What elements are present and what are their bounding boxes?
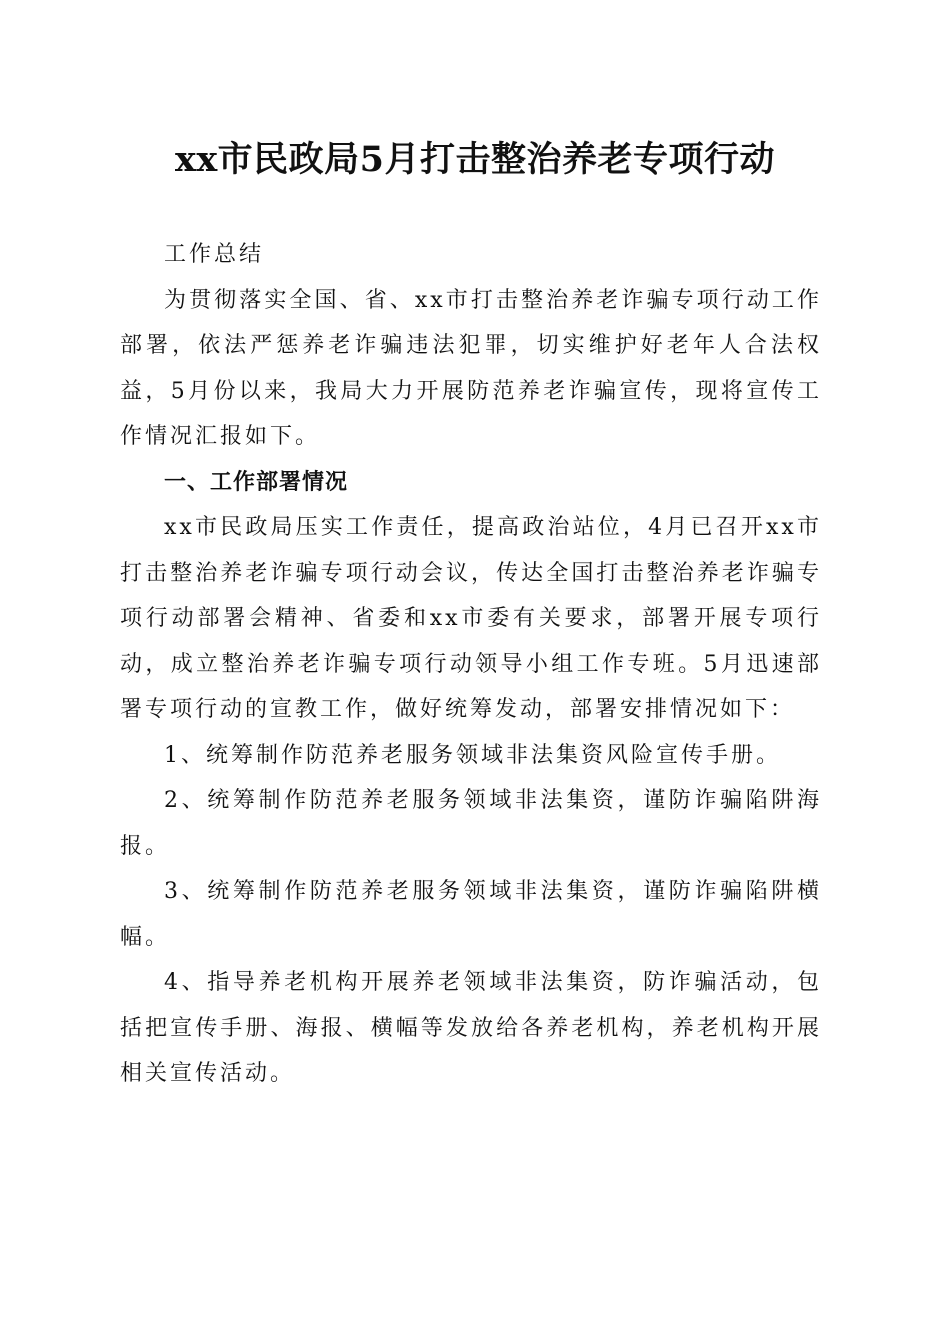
document-body [120, 232, 822, 1097]
list-item: 4、指导养老机构开展养老领域非法集资，防诈骗活动，包括把宣传手册、海报、横幅等发放给各养老机构，养老机构开展相关宣传活动。 [120, 970, 822, 1086]
document-title: xx市民政局5月打击整治养老专项行动 [174, 139, 776, 180]
section-heading: 一、工作部署情况 [164, 469, 349, 495]
intro-paragraph: 为贯彻落实全国、省、xx市打击整治养老诈骗专项行动工作部署，依法严惩养老诈骗违法犯罪，切实维护好老年人合法权益，5月份以来，我局大力开展防范养老诈骗宣传，现将宣传工作情况汇报如下。 [120, 287, 822, 449]
list-item: 1、统筹制作防范养老服务领域非法集资风险宣传手册。 [164, 742, 781, 768]
section-paragraph: xx市民政局压实工作责任，提高政治站位，4月已召开xx市打击整治养老诈骗专项行动会议，传达全国打击整治养老诈骗专项行动部署会精神、省委和xx市委有关要求，部署开展专项行动，成立整治养老诈骗专项行动领导小组工作专班。5月迅速部署专项行动的宣教工作，做好统筹发动，部署安排情况如下： [120, 515, 822, 722]
subtitle-paragraph: 工作总结 [164, 242, 265, 267]
list-item: 3、统筹制作防范养老服务领域非法集资，谨防诈骗陷阱横幅。 [120, 879, 822, 950]
list-item: 2、统筹制作防范养老服务领域非法集资，谨防诈骗陷阱海报。 [120, 788, 822, 859]
